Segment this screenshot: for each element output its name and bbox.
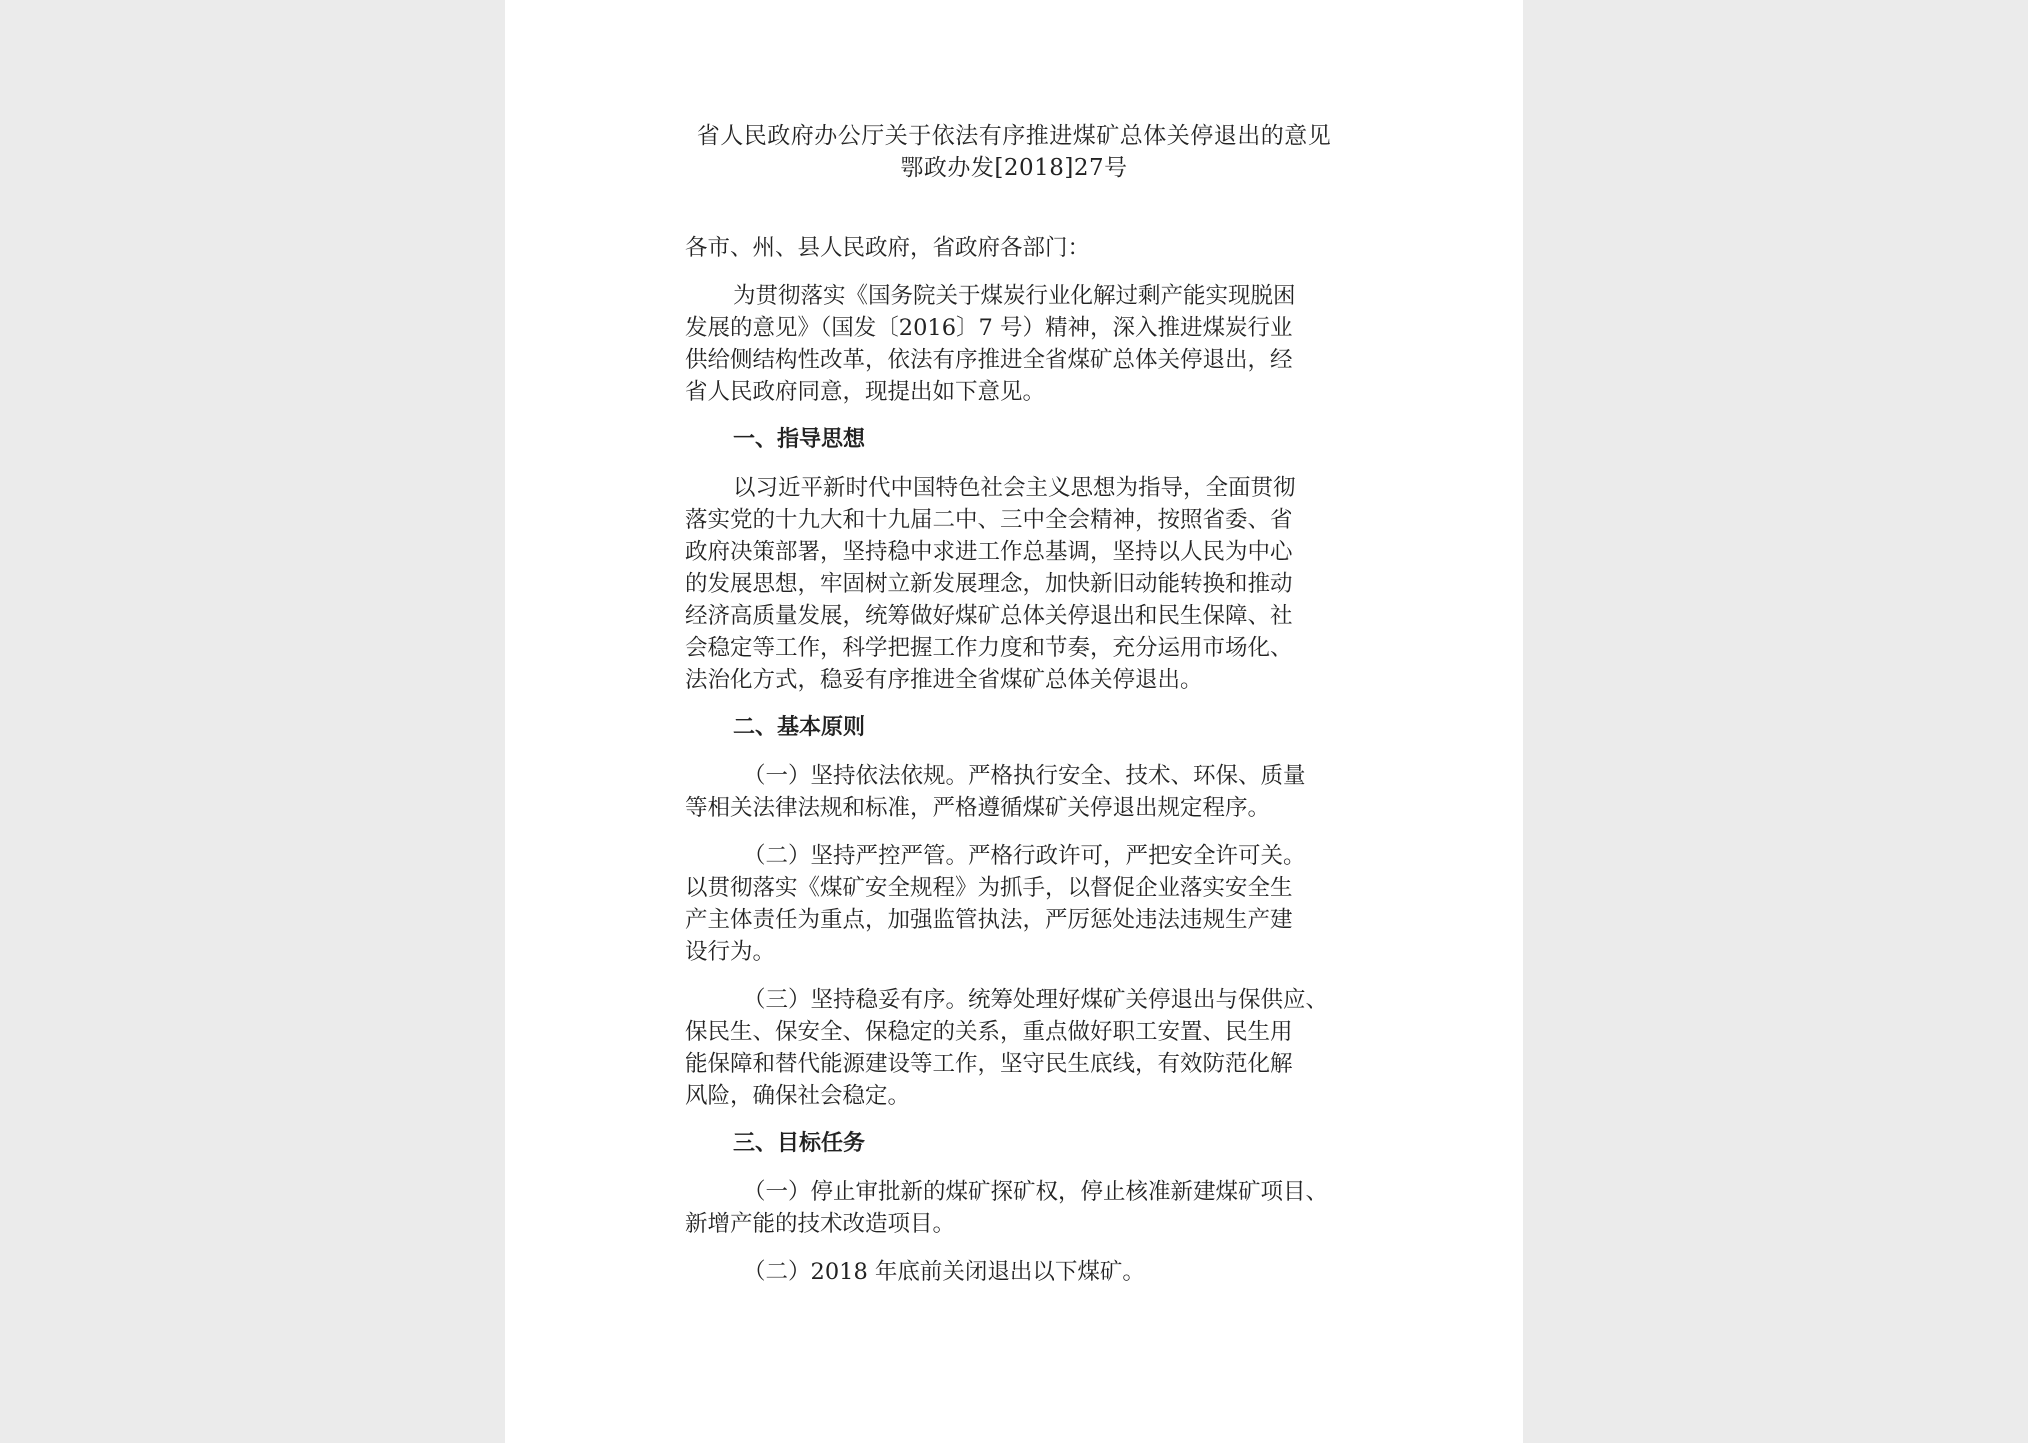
paragraph-line: 保民生、保安全、保稳定的关系，重点做好职工安置、民生用	[685, 1019, 1293, 1045]
paragraph-line: 以贯彻落实《煤矿安全规程》为抓手，以督促企业落实安全生	[685, 875, 1293, 901]
paragraph-line: 法治化方式，稳妥有序推进全省煤矿总体关停退出。	[685, 667, 1203, 693]
paragraph-line: 会稳定等工作，科学把握工作力度和节奏，充分运用市场化、	[685, 635, 1293, 661]
document-number: 鄂政办发[2018]27号	[900, 155, 1128, 181]
section-heading-guiding-ideology: 一、指导思想	[733, 427, 866, 452]
paragraph-line: 发展的意见》（国发〔2016〕7 号）精神，深入推进煤炭行业	[685, 315, 1293, 341]
document-title: 省人民政府办公厅关于依法有序推进煤矿总体关停退出的意见	[696, 123, 1332, 149]
paragraph-line: 落实党的十九大和十九届二中、三中全会精神，按照省委、省	[685, 507, 1293, 533]
task-paragraph	[685, 1256, 1360, 1288]
paragraph-line: （二）坚持严控严管。严格行政许可，严把安全许可关。	[743, 843, 1306, 869]
principle-paragraph	[685, 840, 1360, 968]
paragraph-line: （一）停止审批新的煤矿探矿权，停止核准新建煤矿项目、	[743, 1179, 1329, 1205]
paragraph-line: 设行为。	[685, 939, 776, 965]
paragraph-line: 产主体责任为重点，加强监管执法，严厉惩处违法违规生产建	[685, 907, 1293, 933]
guiding-ideology-paragraph	[685, 472, 1360, 696]
paragraph-line: 风险，确保社会稳定。	[685, 1083, 911, 1109]
paragraph-line: 能保障和替代能源建设等工作，坚守民生底线，有效防范化解	[685, 1051, 1293, 1077]
intro-paragraph	[685, 280, 1360, 408]
paragraph-line: 的发展思想，牢固树立新发展理念，加快新旧动能转换和推动	[685, 571, 1293, 597]
section-heading-targets-tasks: 三、目标任务	[733, 1131, 866, 1156]
paragraph-line: （一）坚持依法依规。严格执行安全、技术、环保、质量	[743, 763, 1306, 789]
document-header	[505, 120, 1523, 184]
document-body	[685, 232, 1360, 1288]
paragraph-line: 省人民政府同意，现提出如下意见。	[685, 379, 1046, 405]
principle-paragraph	[685, 984, 1360, 1112]
paragraph-line: 新增产能的技术改造项目。	[685, 1211, 956, 1237]
paragraph-line: 等相关法律法规和标准，严格遵循煤矿关停退出规定程序。	[685, 795, 1271, 821]
paragraph-line: 经济高质量发展，统筹做好煤矿总体关停退出和民生保障、社	[685, 603, 1293, 629]
section-heading-basic-principles: 二、基本原则	[733, 715, 866, 740]
principle-paragraph	[685, 760, 1360, 824]
salutation: 各市、州、县人民政府，省政府各部门：	[685, 235, 1091, 261]
paragraph-line: （三）坚持稳妥有序。统筹处理好煤矿关停退出与保供应、	[743, 987, 1329, 1013]
task-paragraph	[685, 1176, 1360, 1240]
paragraph-line: （二）2018 年底前关闭退出以下煤矿。	[743, 1259, 1145, 1285]
paragraph-line: 以习近平新时代中国特色社会主义思想为指导，全面贯彻	[733, 475, 1296, 501]
paragraph-line: 政府决策部署，坚持稳中求进工作总基调，坚持以人民为中心	[685, 539, 1293, 565]
document-page	[505, 0, 1523, 1443]
paragraph-line: 为贯彻落实《国务院关于煤炭行业化解过剩产能实现脱困	[733, 283, 1296, 309]
paragraph-line: 供给侧结构性改革，依法有序推进全省煤矿总体关停退出，经	[685, 347, 1293, 373]
